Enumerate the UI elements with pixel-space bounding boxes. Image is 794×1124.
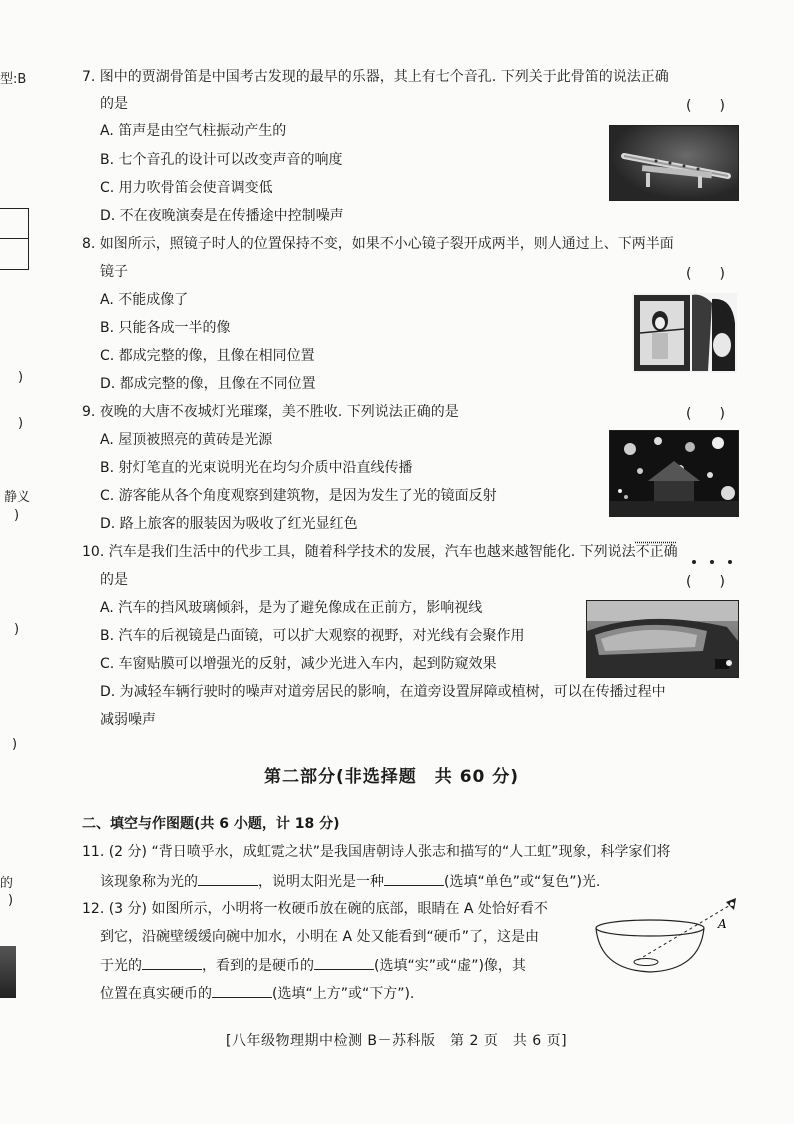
q12-text-cont: 到它，沿碗壁缓缓向碗中加水，小明在 A 处又能看到“硬币”了，这是由 xyxy=(100,929,539,945)
left-edge-paren: ) xyxy=(12,737,18,752)
q8-option-a: A. 不能成像了 xyxy=(100,292,189,308)
q11-text-part: ，说明太阳光是一种 xyxy=(258,874,384,890)
left-edge-box xyxy=(0,208,29,270)
q10-stem xyxy=(82,542,678,562)
part2-title: 第二部分(非选择题 共 60 分) xyxy=(264,767,520,787)
left-edge-box-divider xyxy=(0,238,28,239)
q8-mirror-photo xyxy=(632,293,737,373)
left-edge-paren: ) xyxy=(14,508,20,523)
q8-option-b: B. 只能各成一半的像 xyxy=(100,320,231,336)
q12-text-part: 于光的 xyxy=(100,958,142,974)
q12-bowl-diagram xyxy=(594,894,744,978)
q9-option-b: B. 射灯笔直的光束说明光在均匀介质中沿直线传播 xyxy=(100,460,413,476)
q10-answer-paren: ( ) xyxy=(686,574,725,590)
q7-option-a: A. 笛声是由空气柱振动产生的 xyxy=(100,123,287,139)
q9-answer-paren: ( ) xyxy=(686,406,725,422)
q11-text-cont xyxy=(100,871,600,892)
q10-option-d-cont: 减弱噪声 xyxy=(100,712,156,728)
left-edge-type-label: 型:B xyxy=(0,72,27,87)
q9-night-city-photo xyxy=(609,430,739,517)
q11-blank-1[interactable] xyxy=(198,871,258,886)
q7-option-b: B. 七个音孔的设计可以改变声音的响度 xyxy=(100,152,343,168)
q10-option-b: B. 汽车的后视镜是凸面镜，可以扩大观察的视野，对光线有会聚作用 xyxy=(100,628,525,644)
q10-option-c: C. 车窗贴膜可以增强光的反射，减少光进入车内，起到防窥效果 xyxy=(100,656,497,672)
q10-car-photo xyxy=(586,600,739,678)
q8-answer-paren: ( ) xyxy=(686,266,725,282)
q8-option-c: C. 都成完整的像，且像在相同位置 xyxy=(100,348,315,364)
q12-text-part: (选填“上方”或“下方”). xyxy=(272,986,415,1002)
q8-stem: 8. 如图所示，照镜子时人的位置保持不变，如果不小心镜子裂开成两半，则人通过上、下两半面 xyxy=(82,236,674,252)
q7-option-d: D. 不在夜晚演奏是在传播途中控制噪声 xyxy=(100,208,344,224)
q12-text-part: (选填“实”或“虚”)像，其 xyxy=(374,958,526,974)
q7-stem-cont: 的是 xyxy=(100,96,128,112)
left-edge-paren: ) xyxy=(8,893,14,908)
q12-text-part: ，看到的是硬币的 xyxy=(202,958,314,974)
q12-blank-1[interactable] xyxy=(142,955,202,970)
left-edge-paren: ) xyxy=(14,622,20,637)
left-edge-paren: ) xyxy=(18,416,24,431)
q7-stem: 7. 图中的贾湖骨笛是中国考古发现的最早的乐器，其上有七个音孔. 下列关于此骨笛的说法正确 xyxy=(82,69,669,85)
q9-option-a: A. 屋顶被照亮的黄砖是光源 xyxy=(100,432,273,448)
q11-text: 11. (2 分) “背日喷乎水，成虹霓之状”是我国唐朝诗人张志和描写的“人工虹”现象，科学家们将 xyxy=(82,844,671,860)
q8-option-d: D. 都成完整的像，且像在不同位置 xyxy=(100,376,316,392)
q10-option-a: A. 汽车的挡风玻璃倾斜，是为了避免像成在正前方，影响视线 xyxy=(100,600,483,616)
q12-blank-2[interactable] xyxy=(314,955,374,970)
left-edge-text: 静义 xyxy=(4,490,31,505)
left-edge-text: 的 xyxy=(0,876,14,891)
q7-bone-flute-photo xyxy=(609,125,739,201)
q12-text-part: 位置在真实硬币的 xyxy=(100,986,212,1002)
q9-stem: 9. 夜晚的大唐不夜城灯光璀璨，美不胜收. 下列说法正确的是 xyxy=(82,404,459,420)
left-edge-paren: ) xyxy=(18,370,24,385)
q9-option-d: D. 路上旅客的服装因为吸收了红光显红色 xyxy=(100,516,358,532)
q12-text: 12. (3 分) 如图所示，小明将一枚硬币放在碗的底部，眼睛在 A 处恰好看不 xyxy=(82,901,548,917)
q9-option-c: C. 游客能从各个角度观察到建筑物，是因为发生了光的镜面反射 xyxy=(100,488,497,504)
q11-blank-2[interactable] xyxy=(384,871,444,886)
section2-title: 二、填空与作图题(共 6 小题，计 18 分) xyxy=(82,816,340,832)
q11-text-part: 该现象称为光的 xyxy=(100,874,198,890)
q11-text-part: (选填“单色”或“复色”)光. xyxy=(444,874,601,890)
q12-blank-3[interactable] xyxy=(212,983,272,998)
page-footer: [八年级物理期中检测 B－苏科版 第 2 页 共 6 页] xyxy=(226,1033,568,1049)
q10-option-d: D. 为减轻车辆行驶时的噪声对道旁居民的影响，在道旁设置屏障或植树，可以在传播过程中 xyxy=(100,684,666,700)
q7-option-c: C. 用力吹骨笛会使音调变低 xyxy=(100,180,273,196)
q10-emphasis: 不正确 xyxy=(635,544,678,560)
q10-emphasis-dots xyxy=(688,560,736,564)
q7-answer-paren: ( ) xyxy=(686,98,725,114)
q12-point-a-label: A xyxy=(718,917,727,931)
q12-text-cont xyxy=(100,955,526,976)
left-edge-image-fragment xyxy=(0,946,16,998)
q8-stem-cont: 镜子 xyxy=(100,264,128,280)
q10-stem-cont: 的是 xyxy=(100,572,128,588)
q12-text-cont xyxy=(100,983,414,1004)
q10-stem-text: 10. 汽车是我们生活中的代步工具，随着科学技术的发展，汽车也越来越智能化. 下列说法 xyxy=(82,544,636,560)
